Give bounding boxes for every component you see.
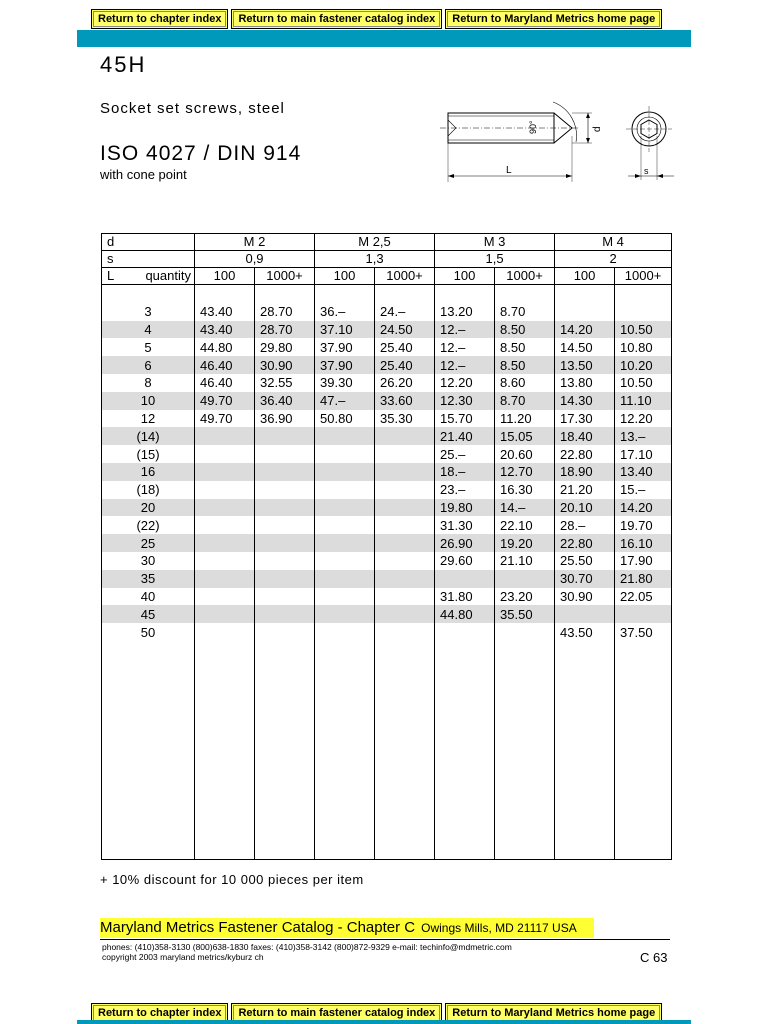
price-cell [195,463,255,481]
quantity-header: 100 [555,268,615,285]
price-cell: 25.40 [375,338,435,356]
empty-cell [495,285,555,303]
length-cell: (15) [102,445,195,463]
price-cell: 10.20 [615,356,672,374]
price-cell [375,552,435,570]
price-cell: 30.90 [255,356,315,374]
price-cell [195,516,255,534]
price-cell [375,516,435,534]
table-row [102,463,672,481]
price-cell: 18.90 [555,463,615,481]
price-cell: 13.– [615,427,672,445]
price-cell [315,552,375,570]
length-cell: 4 [102,321,195,339]
spacer-row [102,285,672,303]
length-cell: 20 [102,499,195,517]
empty-cell [375,641,435,860]
technical-drawing [440,96,700,188]
length-cell: 30 [102,552,195,570]
price-cell: 14.20 [615,499,672,517]
price-cell: 13.20 [435,303,495,321]
filler-row [102,641,672,860]
size-d-header: M 4 [555,234,672,251]
price-cell [435,623,495,641]
table-row [102,445,672,463]
length-cell: 12 [102,410,195,428]
quantity-row [102,268,672,285]
price-cell: 12.20 [615,410,672,428]
price-cell: 8.50 [495,321,555,339]
price-cell [315,605,375,623]
price-cell [315,516,375,534]
product-subtitle: Socket set screws, steel [100,100,285,117]
price-cell: 23.– [435,481,495,499]
table-row [102,481,672,499]
quantity-header: 100 [435,268,495,285]
table-row [102,427,672,445]
length-cell: 5 [102,338,195,356]
price-cell [195,588,255,606]
price-cell: 19.70 [615,516,672,534]
price-cell: 12.– [435,338,495,356]
price-cell: 30.70 [555,570,615,588]
price-cell: 28.70 [255,321,315,339]
empty-cell [375,285,435,303]
price-cell: 13.50 [555,356,615,374]
price-cell [375,481,435,499]
price-cell [195,445,255,463]
price-cell: 28.– [555,516,615,534]
price-cell: 8.70 [495,392,555,410]
price-cell: 21.10 [495,552,555,570]
price-cell: 26.90 [435,534,495,552]
home-page-link[interactable]: Return to Maryland Metrics home page [445,1003,662,1023]
price-cell: 37.10 [315,321,375,339]
catalog-location: Owings Mills, MD 21117 USA [421,921,577,935]
price-cell [255,570,315,588]
price-cell: 21.20 [555,481,615,499]
price-cell [315,534,375,552]
contact-info [102,942,512,962]
price-cell: 29.80 [255,338,315,356]
price-cell [195,605,255,623]
length-cell: (14) [102,427,195,445]
price-cell [255,516,315,534]
table-row [102,303,672,321]
price-cell: 13.80 [555,374,615,392]
price-cell: 24.– [375,303,435,321]
angle-label: 90° [528,120,538,134]
table-row [102,499,672,517]
price-cell: 29.60 [435,552,495,570]
price-cell [555,605,615,623]
price-cell [375,534,435,552]
chapter-index-link[interactable]: Return to chapter index [91,9,228,29]
price-cell: 17.10 [615,445,672,463]
footer-band [100,918,594,938]
price-cell [255,445,315,463]
size-s-header: 0,9 [195,251,315,268]
table-row [102,623,672,641]
price-cell: 18.40 [555,427,615,445]
price-cell: 19.80 [435,499,495,517]
length-cell: 25 [102,534,195,552]
price-cell: 20.10 [555,499,615,517]
home-page-link[interactable]: Return to Maryland Metrics home page [445,9,662,29]
price-cell: 12.– [435,356,495,374]
price-cell: 16.10 [615,534,672,552]
l-label: L [506,165,512,176]
length-cell: (18) [102,481,195,499]
price-table [101,233,672,860]
price-cell [375,463,435,481]
price-cell [615,303,672,321]
price-cell: 12.20 [435,374,495,392]
table-row [102,552,672,570]
price-cell: 18.– [435,463,495,481]
price-cell: 12.70 [495,463,555,481]
price-cell: 19.20 [495,534,555,552]
table-row [102,588,672,606]
price-cell: 12.30 [435,392,495,410]
length-cell: 45 [102,605,195,623]
price-cell [195,552,255,570]
length-cell: (22) [102,516,195,534]
price-cell: 15.70 [435,410,495,428]
price-cell [375,605,435,623]
empty-cell [315,285,375,303]
price-cell: 37.90 [315,338,375,356]
header-band [77,30,691,47]
contact-line: phones: (410)358-3130 (800)638-1830 faxes: (410)358-3142 (800)872-9329 e-mail: techinfo@mdmetric.com [102,942,512,952]
price-cell: 46.40 [195,374,255,392]
row-label-d: d [102,234,195,251]
table-row [102,570,672,588]
price-cell: 14.50 [555,338,615,356]
copyright-line: copyright 2003 maryland metrics/kyburz ch [102,952,264,962]
price-cell: 12.– [435,321,495,339]
top-nav [91,9,662,29]
empty-cell [102,641,195,860]
price-cell: 21.40 [435,427,495,445]
socket-row [102,251,672,268]
price-cell: 43.40 [195,303,255,321]
price-cell [315,481,375,499]
price-cell: 22.05 [615,588,672,606]
price-cell [255,481,315,499]
price-cell [195,570,255,588]
price-cell: 43.50 [555,623,615,641]
price-cell: 17.30 [555,410,615,428]
price-cell: 31.80 [435,588,495,606]
price-cell [435,570,495,588]
empty-cell [555,641,615,860]
empty-cell [435,285,495,303]
length-cell: 50 [102,623,195,641]
price-cell [555,303,615,321]
price-cell: 25.40 [375,356,435,374]
size-d-header: M 3 [435,234,555,251]
price-cell: 25.– [435,445,495,463]
d-label: d [592,126,603,132]
price-cell: 14.20 [555,321,615,339]
table-row [102,356,672,374]
price-cell: 37.50 [615,623,672,641]
price-cell: 24.50 [375,321,435,339]
quantity-header: 100 [195,268,255,285]
price-cell [375,445,435,463]
price-cell [375,570,435,588]
size-row [102,234,672,251]
page-number: C 63 [640,950,668,965]
price-cell [315,623,375,641]
price-cell: 11.10 [615,392,672,410]
catalog-brand: Maryland Metrics Fastener Catalog - Chapter C [100,919,416,936]
price-cell [375,499,435,517]
price-cell: 15.05 [495,427,555,445]
discount-note: + 10% discount for 10 000 pieces per item [100,872,364,887]
price-cell [195,481,255,499]
table-row [102,605,672,623]
price-cell [255,463,315,481]
price-cell: 36.40 [255,392,315,410]
chapter-index-link[interactable]: Return to chapter index [91,1003,228,1023]
quantity-header: 100 [315,268,375,285]
price-cell: 44.80 [435,605,495,623]
table-row [102,534,672,552]
table-row [102,392,672,410]
price-cell: 33.60 [375,392,435,410]
empty-cell [615,285,672,303]
price-cell: 47.– [315,392,375,410]
length-cell: 6 [102,356,195,374]
price-cell [255,552,315,570]
price-cell [255,499,315,517]
price-cell [375,427,435,445]
table-row [102,338,672,356]
price-cell [375,588,435,606]
size-d-header: M 2 [195,234,315,251]
empty-cell [315,641,375,860]
empty-cell [195,285,255,303]
size-d-header: M 2,5 [315,234,435,251]
price-cell: 43.40 [195,321,255,339]
price-cell: 8.60 [495,374,555,392]
price-cell: 49.70 [195,410,255,428]
empty-cell [435,641,495,860]
length-cell: 35 [102,570,195,588]
table-row [102,410,672,428]
price-cell: 13.40 [615,463,672,481]
size-s-header: 1,5 [435,251,555,268]
price-cell: 46.40 [195,356,255,374]
price-cell [255,605,315,623]
price-cell: 25.50 [555,552,615,570]
price-cell [195,427,255,445]
quantity-label: quantity [145,268,191,283]
price-cell: 37.90 [315,356,375,374]
price-cell: 14.– [495,499,555,517]
price-cell [315,499,375,517]
price-cell: 21.80 [615,570,672,588]
price-cell [495,623,555,641]
empty-cell [615,641,672,860]
price-cell [255,427,315,445]
length-cell: 10 [102,392,195,410]
price-cell: 36.90 [255,410,315,428]
price-cell: 16.30 [495,481,555,499]
table-row [102,516,672,534]
empty-cell [255,641,315,860]
price-cell: 49.70 [195,392,255,410]
price-cell: 22.10 [495,516,555,534]
price-cell [195,499,255,517]
empty-cell [195,641,255,860]
product-code: 45H [100,52,147,77]
price-cell: 10.50 [615,374,672,392]
price-cell: 11.20 [495,410,555,428]
price-cell: 31.30 [435,516,495,534]
size-s-header: 2 [555,251,672,268]
price-cell: 20.60 [495,445,555,463]
price-cell: 28.70 [255,303,315,321]
product-variant: with cone point [100,167,187,182]
price-cell [195,623,255,641]
price-cell [315,463,375,481]
price-cell: 8.70 [495,303,555,321]
empty-cell [555,285,615,303]
price-cell: 17.90 [615,552,672,570]
footer-divider [100,939,670,940]
price-cell: 14.30 [555,392,615,410]
price-cell: 35.30 [375,410,435,428]
size-s-header: 1,3 [315,251,435,268]
price-cell: 26.20 [375,374,435,392]
quantity-header: 1000+ [375,268,435,285]
price-cell: 36.– [315,303,375,321]
l-label: L [107,268,115,283]
price-cell [315,427,375,445]
price-cell: 8.50 [495,356,555,374]
length-cell: 3 [102,303,195,321]
row-label-s: s [102,251,195,268]
price-cell: 23.20 [495,588,555,606]
price-cell [195,534,255,552]
price-cell [615,605,672,623]
price-cell: 22.80 [555,445,615,463]
price-cell [255,588,315,606]
s-label: s [644,166,649,176]
price-cell: 10.50 [615,321,672,339]
length-cell: 40 [102,588,195,606]
price-cell: 22.80 [555,534,615,552]
price-cell: 35.50 [495,605,555,623]
product-standard: ISO 4027 / DIN 914 [100,142,302,165]
quantity-header: 1000+ [495,268,555,285]
quantity-header: 1000+ [615,268,672,285]
empty-cell [255,285,315,303]
empty-cell [495,641,555,860]
price-cell [495,570,555,588]
price-cell: 30.90 [555,588,615,606]
length-cell: 16 [102,463,195,481]
table-row [102,321,672,339]
price-cell: 32.55 [255,374,315,392]
price-cell: 10.80 [615,338,672,356]
price-cell: 8.50 [495,338,555,356]
price-cell [255,623,315,641]
price-cell: 39.30 [315,374,375,392]
length-cell: 8 [102,374,195,392]
price-cell: 50.80 [315,410,375,428]
price-cell [315,588,375,606]
quantity-header: 1000+ [255,268,315,285]
price-cell [315,445,375,463]
empty-cell [102,285,195,303]
main-catalog-index-link[interactable]: Return to main fastener catalog index [231,1003,442,1023]
price-cell [375,623,435,641]
price-cell [255,534,315,552]
main-catalog-index-link[interactable]: Return to main fastener catalog index [231,9,442,29]
price-cell: 44.80 [195,338,255,356]
price-cell [315,570,375,588]
bottom-band [77,1020,691,1024]
table-row [102,374,672,392]
price-cell: 15.– [615,481,672,499]
row-label-l [102,268,195,285]
